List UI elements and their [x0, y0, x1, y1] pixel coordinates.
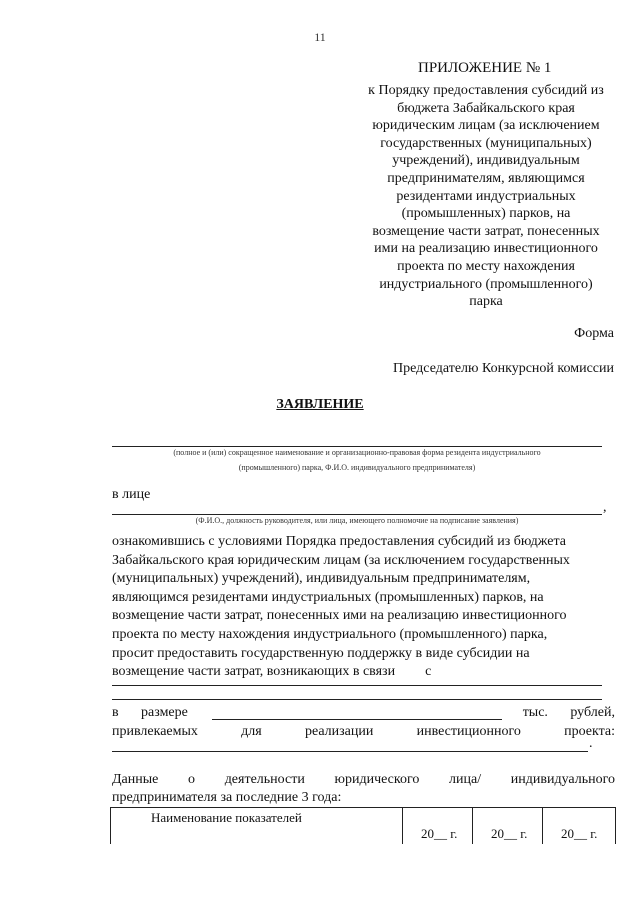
appendix-description	[355, 82, 617, 311]
attracted-word: для	[241, 724, 262, 739]
data-word: деятельности	[224, 772, 305, 787]
body-line: ознакомившись с условиями Порядка предоставления субсидий из бюджета	[112, 534, 566, 549]
body-line: проекта по месту нахождения индустриального (промышленного) парка,	[112, 626, 548, 642]
attracted-word: реализации	[304, 724, 374, 739]
in-person-label: в лице	[112, 487, 151, 502]
data-word: Данные	[112, 772, 159, 787]
appendix-line: (промышленных) парков, на	[401, 206, 571, 222]
attracted-word: привлекаемых	[112, 724, 198, 739]
data-intro-row	[112, 772, 615, 788]
representative-comma: ,	[603, 500, 607, 515]
table-year-cell: 20__ г.	[472, 808, 543, 844]
applicant-caption-line2: (промышленного) парка, Ф.И.О. индивидуального предпринимателя)	[238, 463, 476, 472]
appendix-line: возмещение части затрат, понесенных	[372, 223, 600, 239]
amount-word-rubles: рублей,	[570, 705, 615, 720]
body-line: просит предоставить государственную поддержку в виде субсидии на	[112, 645, 530, 661]
appendix-line: учреждений), индивидуальным	[392, 153, 580, 169]
data-word: о	[188, 772, 196, 787]
reason-blank-line-1	[112, 685, 602, 686]
project-period: .	[589, 736, 593, 751]
appendix-title: ПРИЛОЖЕНИЕ № 1	[418, 60, 552, 76]
form-label: Форма	[574, 326, 614, 341]
project-blank-line	[112, 751, 588, 752]
amount-word-size: размере	[141, 705, 188, 720]
body-line: (муниципальных) учреждений), индивидуальным предпринимателям,	[112, 571, 531, 587]
page-number: 11	[314, 30, 326, 44]
appendix-line: ими на реализацию инвестиционного	[374, 241, 598, 257]
representative-caption: (Ф.И.О., должность руководителя, или лица, имеющего полномочие на подписание заявления)	[195, 516, 519, 525]
appendix-line: предпринимателям, являющимся	[387, 170, 585, 186]
body-line: возмещение части затрат, возникающих в связи с	[112, 664, 432, 680]
appendix-line: индустриального (промышленного)	[379, 276, 593, 292]
applicant-caption-line1: (полное и (или) сокращенное наименование и организационно-правовая форма резидента индустриального	[173, 448, 541, 457]
addressee: Председателю Конкурсной комиссии	[393, 361, 614, 376]
body-line: возмещение части затрат, понесенных ими на реализацию инвестиционного	[112, 608, 567, 624]
appendix-line: юридическим лицам (за исключением	[372, 118, 600, 134]
indicators-table	[110, 807, 616, 844]
representative-line	[112, 514, 602, 515]
data-word: юридического	[334, 772, 420, 787]
attracted-row	[112, 724, 615, 740]
data-intro-row2: предпринимателя за последние 3 года:	[112, 790, 342, 805]
appendix-line: резидентами индустриальных	[396, 188, 576, 204]
table-header-indicators: Наименование показателей	[151, 810, 302, 825]
body-line: являющимся резидентами индустриальных (промышленных) парков, на	[112, 589, 544, 605]
appendix-line: бюджета Забайкальского края	[397, 100, 575, 116]
appendix-line: парка	[469, 294, 503, 310]
data-word: лица/	[449, 772, 482, 787]
body-line: Забайкальского края юридическим лицам (за исключением государственных	[112, 552, 570, 568]
table-year-cell: 20__ г.	[402, 808, 473, 844]
amount-word-thousand: тыс.	[522, 705, 548, 720]
amount-word-in: в	[112, 705, 119, 720]
document-title: ЗАЯВЛЕНИЕ	[276, 397, 364, 412]
attracted-word: инвестиционного	[416, 724, 521, 739]
applicant-name-line	[112, 446, 602, 447]
table-year-cell: 20__ г.	[542, 808, 615, 844]
amount-blank-line	[212, 719, 502, 720]
appendix-line: проекта по месту нахождения	[397, 258, 575, 274]
appendix-line: к Порядку предоставления субсидий из	[368, 83, 604, 98]
reason-blank-line-2	[112, 699, 602, 700]
appendix-line: государственных (муниципальных)	[380, 135, 592, 151]
attracted-word: проекта:	[564, 724, 615, 739]
data-word: индивидуального	[510, 772, 615, 787]
application-body	[112, 533, 615, 682]
